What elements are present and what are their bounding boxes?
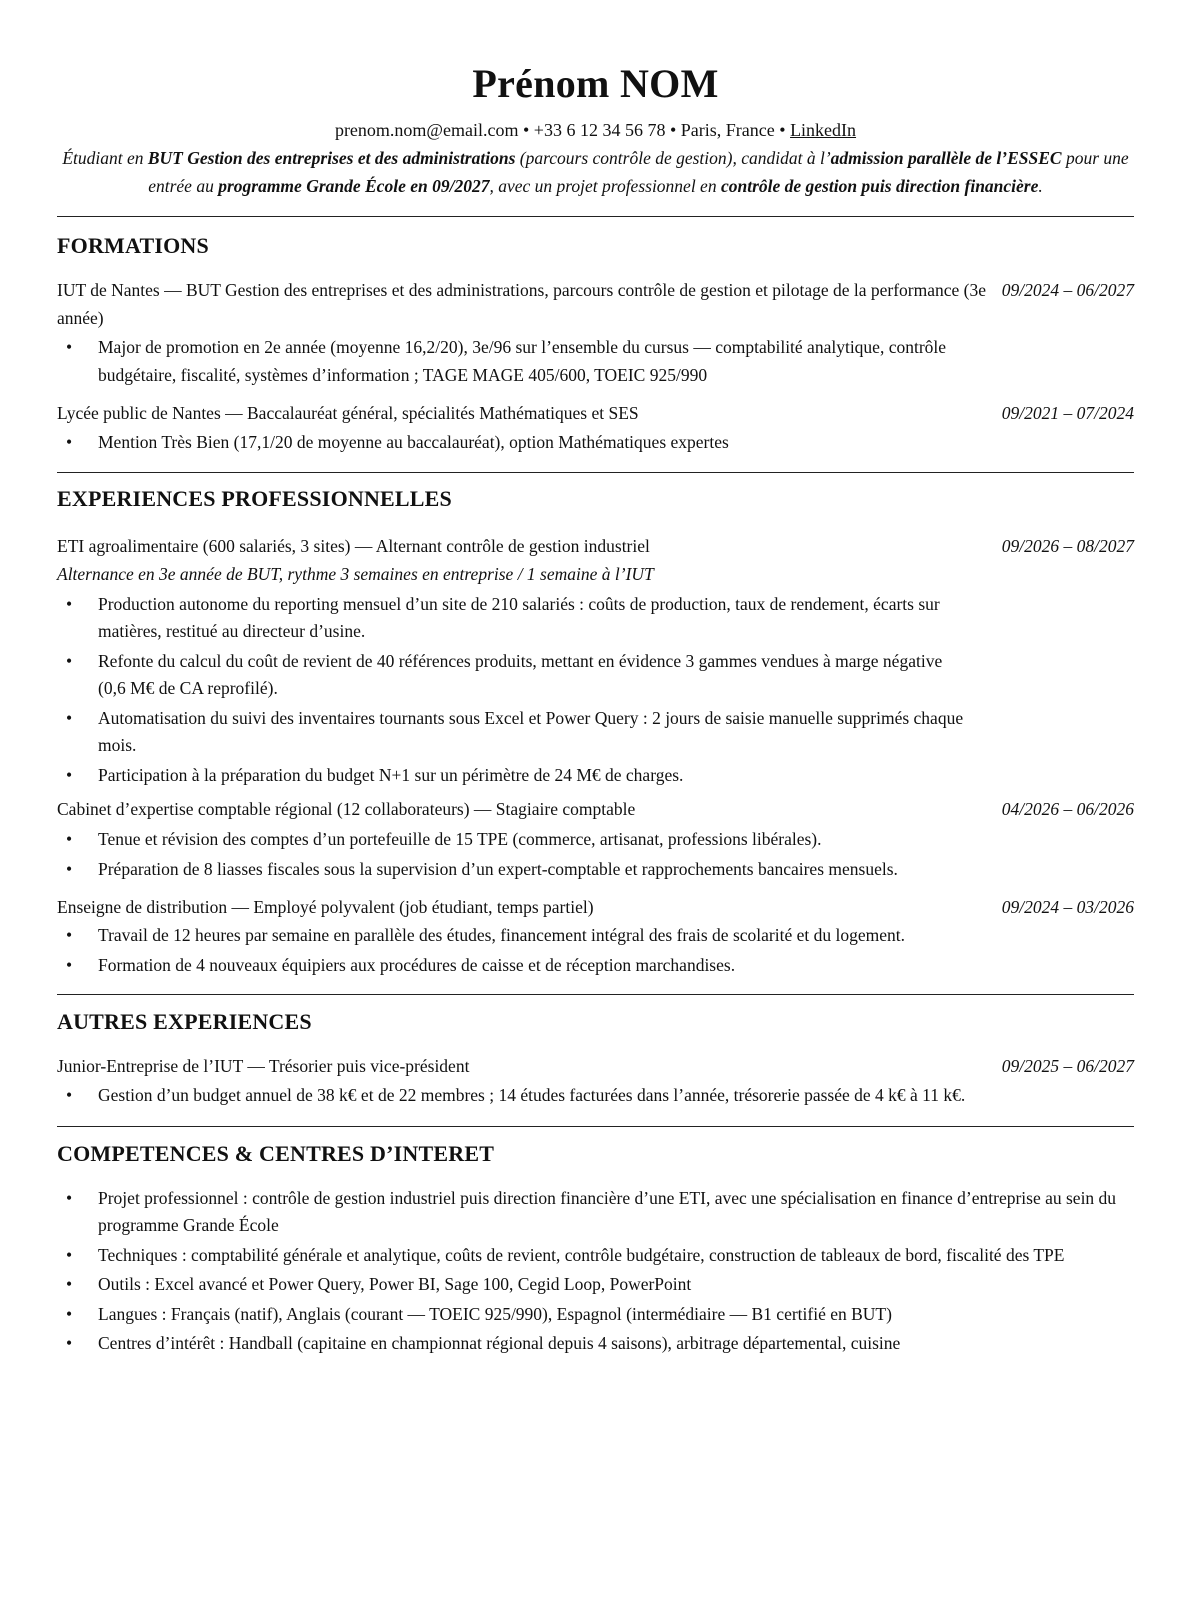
summary-emphasis: contrôle de gestion puis direction financière <box>720 175 1039 196</box>
summary-emphasis: BUT Gestion des entreprises et des administrations <box>147 148 516 168</box>
list-item: • Participation à la préparation du budget N+1 sur un périmètre de 24 M€ de charges. <box>57 762 1134 790</box>
separator: • <box>665 120 681 140</box>
separator: • <box>518 120 534 140</box>
entry-title: Junior-Entreprise de l’IUT — Trésorier puis vice-président <box>57 1056 470 1076</box>
entry-date: 09/2021 – 07/2024 <box>1001 403 1134 423</box>
entry-header <box>57 276 1134 332</box>
section-divider <box>57 216 1134 217</box>
list-item: • Techniques : comptabilité générale et analytique, coûts de revient, contrôle budgétaire, construction de tableaux de bord, fiscalité des TPE <box>57 1242 1134 1270</box>
summary-text: Étudiant en <box>62 148 148 168</box>
list-item: • Refonte du calcul du coût de revient de 40 références produits, mettant en évidence 3 gammes vendues à marge négative (0,6 M€ de CA reprofilé). <box>57 648 1134 703</box>
list-item: • Outils : Excel avancé et Power Query, Power BI, Sage 100, Cegid Loop, PowerPoint <box>57 1271 1134 1299</box>
entry-title: Lycée public de Nantes — Baccalauréat général, spécialités Mathématiques et SES <box>57 403 639 423</box>
list-item: • Travail de 12 heures par semaine en parallèle des études, financement intégral des frais de scolarité et du logement. <box>57 922 1134 950</box>
list-item: • Centres d’intérêt : Handball (capitaine en championnat régional depuis 4 saisons), arbitrage départemental, cuisine <box>57 1330 1134 1358</box>
list-item: • Langues : Français (natif), Anglais (courant — TOEIC 925/990), Espagnol (intermédiaire — B1 certifié en BUT) <box>57 1301 1134 1329</box>
list-item: • Projet professionnel : contrôle de gestion industriel puis direction financière d’une ETI, avec une spécialisation en finance d’entreprise au sein du programme Grande École <box>57 1185 1134 1240</box>
summary-text: (parcours contrôle de gestion), candidat à l’ <box>515 148 831 168</box>
experience-entry <box>57 893 1134 979</box>
entry-date: 09/2024 – 03/2026 <box>1001 897 1134 917</box>
profile-summary <box>57 145 1134 200</box>
bullet-list <box>57 334 1134 389</box>
summary-emphasis: programme Grande École en 09/2027 <box>218 175 490 196</box>
phone-text: +33 6 12 34 56 78 <box>533 120 666 140</box>
summary-text: pour une entrée au <box>148 148 1129 196</box>
entry-title: Cabinet d’expertise comptable régional (12 collaborateurs) — Stagiaire comptable <box>57 799 636 819</box>
section-title-experiences: EXPERIENCES PROFESSIONNELLES <box>57 485 452 511</box>
list-item: • Gestion d’un budget annuel de 38 k€ et de 22 membres ; 14 études facturées dans l’année, trésorerie passée de 4 k€ à 11 k€. <box>57 1082 1134 1110</box>
location-text: Paris, France <box>680 120 775 140</box>
entry-header <box>57 399 1134 427</box>
section-title-formations: FORMATIONS <box>57 233 209 258</box>
list-item: • Tenue et révision des comptes d’un portefeuille de 15 TPE (commerce, artisanat, professions libérales). <box>57 826 1134 854</box>
email-text: prenom.nom@email.com <box>334 120 519 140</box>
entry-title: IUT de Nantes — BUT Gestion des entreprises et des administrations, parcours contrôle de gestion et pilotage de la performance (3e année) <box>57 280 987 328</box>
bullet-list <box>57 1082 1134 1110</box>
list-item: • Production autonome du reporting mensuel d’un site de 210 salariés : coûts de production, taux de rendement, écarts sur matières, restitué au directeur d’usine. <box>57 591 1134 646</box>
candidate-name: Prénom NOM <box>472 61 719 106</box>
bullet-list <box>57 922 1134 979</box>
section-title-autres: AUTRES EXPERIENCES <box>57 1009 312 1034</box>
bullet-list <box>57 591 1134 790</box>
entry-subtitle: Alternance en 3e année de BUT, rythme 3 semaines en entreprise / 1 semaine à l’IUT <box>57 563 654 584</box>
entry-date: 09/2024 – 06/2027 <box>1001 280 1134 300</box>
list-item: • Préparation de 8 liasses fiscales sous la supervision d’un expert-comptable et rapprochements bancaires mensuels. <box>57 856 1134 884</box>
list-item: • Mention Très Bien (17,1/20 de moyenne au baccalauréat), option Mathématiques expertes <box>57 429 1134 457</box>
entry-header <box>57 795 1134 823</box>
other-experience-entry <box>57 1052 1134 1110</box>
separator: • <box>774 120 791 140</box>
section-divider <box>57 472 1134 473</box>
entry-header <box>57 893 1134 921</box>
entry-date: 09/2026 – 08/2027 <box>1001 535 1134 556</box>
entry-date: 04/2026 – 06/2026 <box>1001 799 1134 819</box>
section-divider <box>57 994 1134 995</box>
list-item: • Automatisation du suivi des inventaires tournants sous Excel et Power Query : 2 jours de saisie manuelle supprimés chaque mois. <box>57 705 1134 760</box>
bullet-list <box>57 429 1134 457</box>
section-divider <box>57 1126 1134 1127</box>
entry-header <box>57 532 1134 560</box>
experience-entry <box>57 532 1134 790</box>
bullet-list <box>57 826 1134 883</box>
entry-date: 09/2025 – 06/2027 <box>1001 1056 1134 1076</box>
entry-header <box>57 1052 1134 1080</box>
list-item: • Major de promotion en 2e année (moyenne 16,2/20), 3e/96 sur l’ensemble du cursus — comptabilité analytique, contrôle budgétaire, fiscalité, systèmes d’information ; TAGE MAGE 405/600, TOEIC 925/990 <box>57 334 1134 389</box>
entry-title: Enseigne de distribution — Employé polyvalent (job étudiant, temps partiel) <box>57 897 594 917</box>
section-title-competences: COMPETENCES & CENTRES D’INTERET <box>57 1140 495 1166</box>
linkedin-link[interactable]: LinkedIn <box>790 120 857 140</box>
formation-entry <box>57 276 1134 389</box>
bullet-list <box>57 1185 1134 1358</box>
summary-text: , avec un projet professionnel en <box>489 175 721 196</box>
summary-text: . <box>1038 175 1043 196</box>
experience-entry <box>57 795 1134 883</box>
list-item: • Formation de 4 nouveaux équipiers aux procédures de caisse et de réception marchandises. <box>57 952 1134 980</box>
contact-line <box>57 118 1134 142</box>
formation-entry <box>57 399 1134 457</box>
entry-title: ETI agroalimentaire (600 salariés, 3 sites) — Alternant contrôle de gestion industriel <box>57 535 650 556</box>
summary-emphasis: admission parallèle de l’ESSEC <box>830 148 1062 168</box>
